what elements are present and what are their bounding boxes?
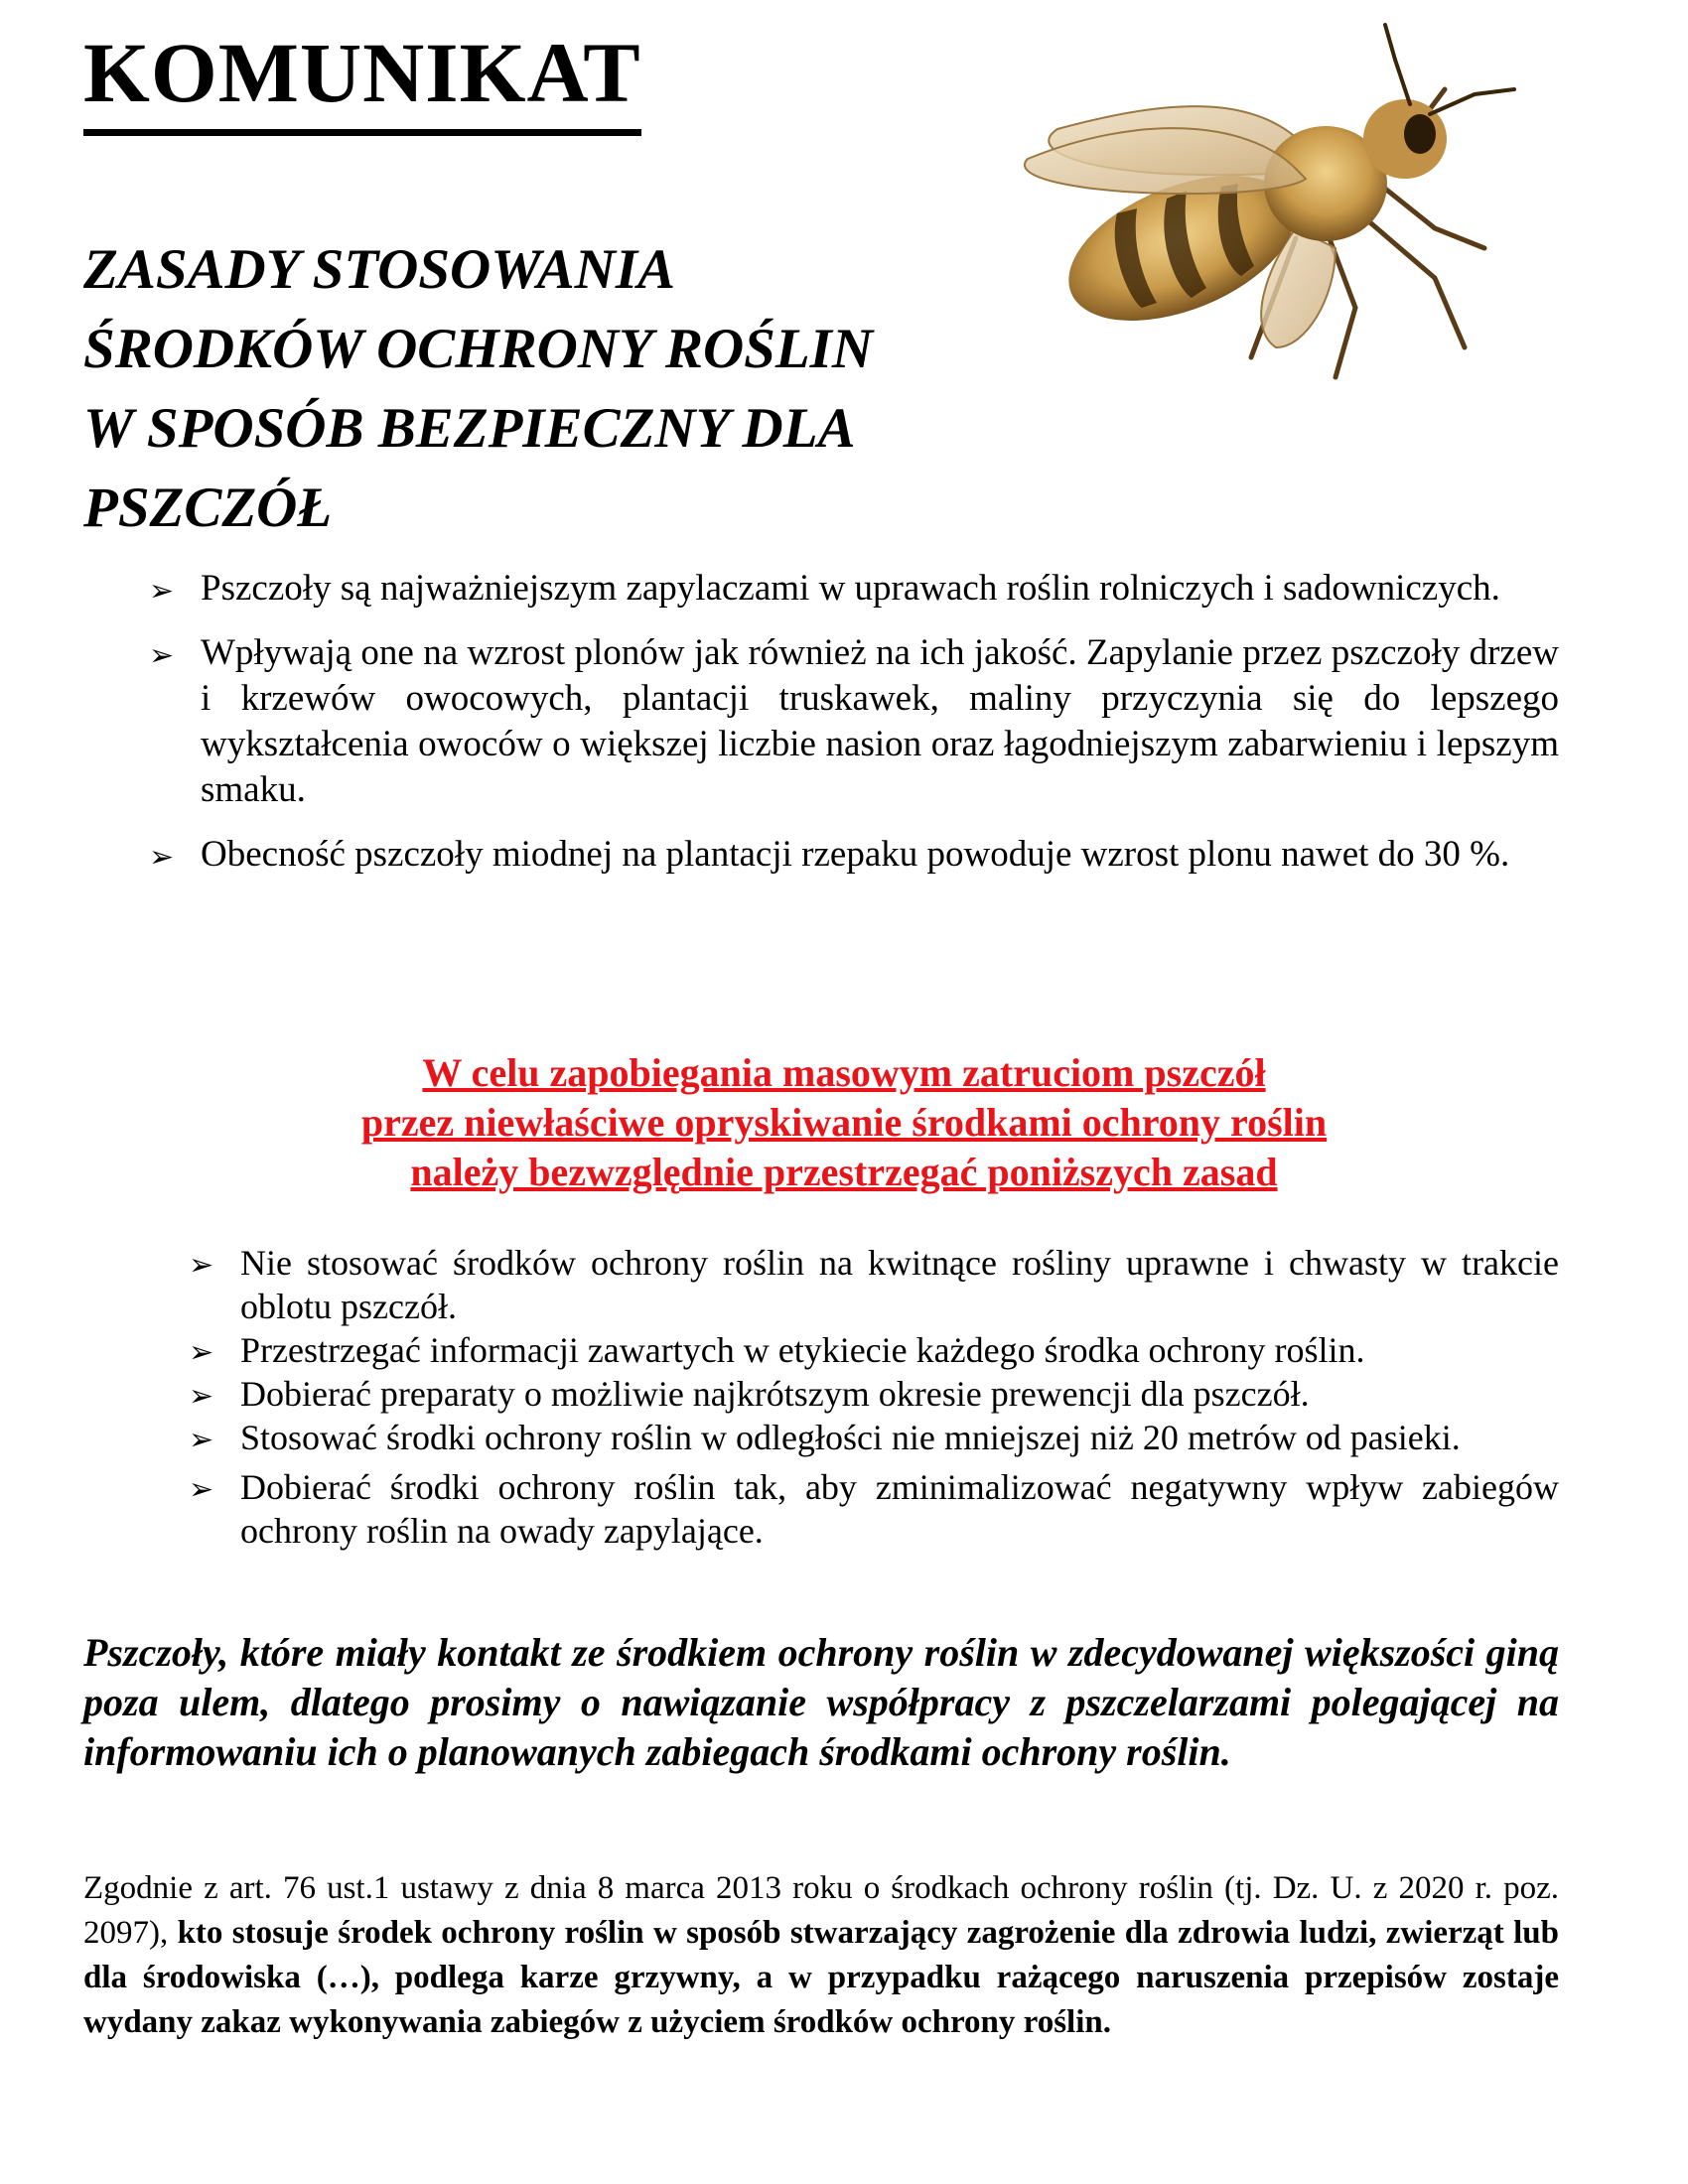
list-item-text: Dobierać preparaty o możliwie najkrótszym okresie prewencji dla pszczół. xyxy=(240,1374,1310,1414)
list-item xyxy=(189,1416,1559,1459)
arrowhead-bullet-icon: ➢ xyxy=(189,1423,214,1457)
warning-line: W celu zapobiegania masowym zatruciom pszczół xyxy=(422,1050,1266,1095)
legal-notice-regular: Zgodnie z art. 76 ust.1 ustawy z dnia 8 marca 2013 roku o środkach ochrony roślin (tj. Dz. U. z 2020 r. poz. 2097), xyxy=(83,1870,1559,1951)
list-item-text: Przestrzegać informacji zawartych w etykiecie każdego środka ochrony roślin. xyxy=(240,1330,1365,1370)
list-item xyxy=(189,1372,1559,1416)
list-item xyxy=(149,630,1559,813)
list-item xyxy=(189,1241,1559,1328)
list-item-text: Dobierać środki ochrony roślin tak, aby zminimalizować negatywny wpływ zabiegów ochrony roślin na owady zapylające. xyxy=(240,1467,1559,1551)
arrowhead-bullet-icon: ➢ xyxy=(189,1379,214,1414)
list-item-text: Nie stosować środków ochrony roślin na kwitnące rośliny uprawne i chwasty w trakcie oblotu pszczół. xyxy=(240,1243,1559,1326)
arrowhead-bullet-icon: ➢ xyxy=(149,638,175,673)
bee-illustration xyxy=(968,20,1544,417)
arrowhead-bullet-icon: ➢ xyxy=(189,1248,214,1283)
subtitle-line: W SPOSÓB BEZPIECZNY DLA xyxy=(83,397,856,460)
list-item xyxy=(189,1328,1559,1372)
list-item-text: Pszczoły są najważniejszym zapylaczami w uprawach roślin rolniczych i sadowniczych. xyxy=(201,568,1500,609)
warning-heading xyxy=(199,1048,1489,1197)
legal-notice xyxy=(83,1866,1559,2045)
list-item-text: Obecność pszczoły miodnej na plantacji rzepaku powoduje wzrost plonu nawet do 30 %. xyxy=(201,834,1510,875)
intro-bullet-list xyxy=(149,566,1559,896)
list-item-text: Wpływają one na wzrost plonów jak również na ich jakość. Zapylanie przez pszczoły drzew i krzewów owocowych, plantacji truskawek, maliny przyczynia się do lepszego wykształcenia owoców o większej liczbie nasion oraz łagodniejszym zabarwieniu i lepszym smaku. xyxy=(201,632,1559,810)
arrowhead-bullet-icon: ➢ xyxy=(149,840,175,875)
subtitle xyxy=(83,230,977,548)
list-item xyxy=(149,566,1559,612)
legal-notice-bold: kto stosuje środek ochrony roślin w sposób stwarzający zagrożenie dla zdrowia ludzi, zwierząt lub dla środowiska (…), podlega karze grzywny, a w przypadku rażącego naruszenia przepisów zostaje wydany zakaz wykonywania zabiegów z użyciem środków ochrony roślin. xyxy=(83,1915,1559,2040)
arrowhead-bullet-icon: ➢ xyxy=(189,1472,214,1507)
subtitle-line: ŚRODKÓW OCHRONY ROŚLIN xyxy=(83,318,873,380)
warning-line: należy bezwzględnie przestrzegać poniższych zasad xyxy=(410,1150,1278,1194)
subtitle-line: PSZCZÓŁ xyxy=(83,477,333,539)
page-title: KOMUNIKAT xyxy=(83,30,641,136)
subtitle-line: ZASADY STOSOWANIA xyxy=(83,238,676,301)
arrowhead-bullet-icon: ➢ xyxy=(189,1335,214,1370)
rules-bullet-list xyxy=(189,1241,1559,1553)
list-item-text: Stosować środki ochrony roślin w odległości nie mniejszej niż 20 metrów od pasieki. xyxy=(240,1418,1461,1457)
list-item xyxy=(189,1465,1559,1553)
arrowhead-bullet-icon: ➢ xyxy=(149,574,175,609)
bee-contact-notice: Pszczoły, które miały kontakt ze środkiem ochrony roślin w zdecydowanej większości giną poza ulem, dlatego prosimy o nawiązanie współpracy z pszczelarzami polegającej na informowaniu ich o planowanych zabiegach środkami ochrony roślin. xyxy=(83,1630,1559,1774)
list-item xyxy=(149,832,1559,878)
warning-line: przez niewłaściwe opryskiwanie środkami ochrony roślin xyxy=(360,1100,1328,1145)
